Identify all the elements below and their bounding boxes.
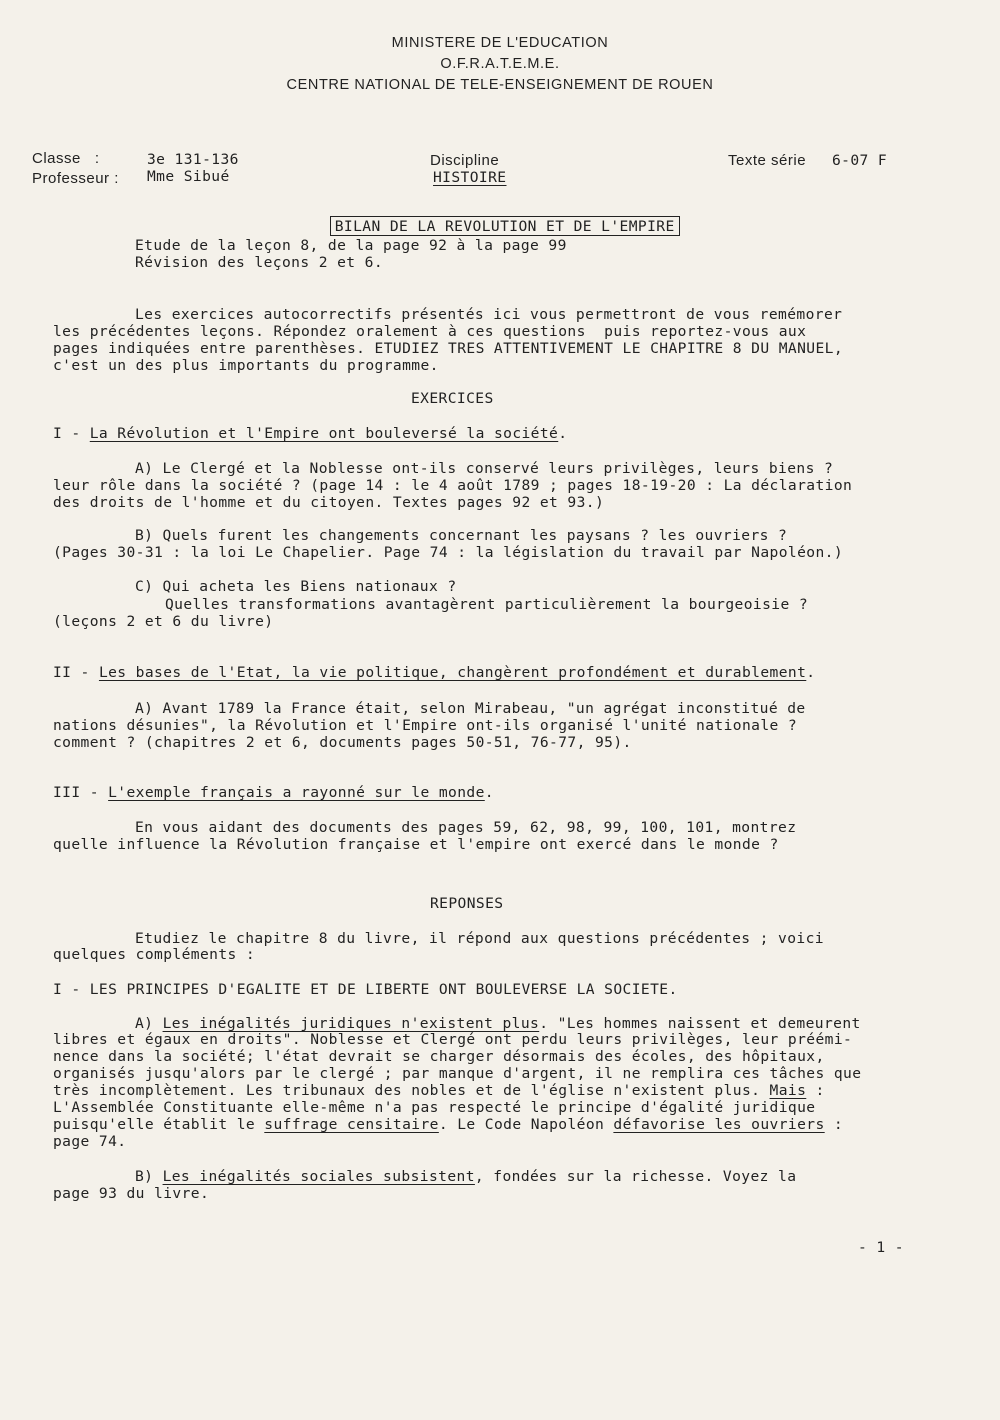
answer-1a-text-7a: puisqu'elle établit le [53,1116,265,1133]
section-2-title: Les bases de l'Etat, la vie politique, changèrent profondément et durablement [98,664,807,681]
question-3-line-2: quelle influence la Révolution française et l'empire ont exercé dans le monde ? [53,836,779,853]
discipline-label: Discipline [430,152,500,169]
section-1-end: . [558,425,568,442]
answer-1b-line-1 [135,1168,796,1185]
center-line: CENTRE NATIONAL DE TELE-ENSEIGNEMENT DE ROUEN [286,77,714,93]
instructions-line-4: c'est un des plus importants du programme. [53,357,439,374]
answer-1b-key-phrase: Les inégalités sociales subsistent [162,1168,475,1185]
answer-1a-line-7 [53,1116,843,1133]
question-1a-line-2: leur rôle dans la société ? (page 14 : le 4 août 1789 ; pages 18-19-20 : La déclaration [53,477,853,494]
question-1b-line-1: B) Quels furent les changements concernant les paysans ? les ouvriers ? [135,527,788,544]
section-3-heading [53,784,494,801]
section-3-number: III - [53,784,109,801]
question-1c-line-2: Quelles transformations avantagèrent particulièrement la bourgeoisie ? [165,596,809,613]
section-2-number: II - [53,664,99,681]
texte-serie-value: 6-07 F [832,152,888,169]
reponses-section-1-heading: I - LES PRINCIPES D'EGALITE ET DE LIBERTE ONT BOULEVERSE LA SOCIETE. [53,981,678,998]
professeur-value: Mme Sibué [147,168,230,185]
reponses-intro-line-1: Etudiez le chapitre 8 du livre, il répond aux questions précédentes ; voici [135,930,824,947]
question-1a-line-3: des droits de l'homme et du citoyen. Textes pages 92 et 93.) [53,494,605,511]
instructions-line-3: pages indiquées entre parenthèses. ETUDIEZ TRES ATTENTIVEMENT LE CHAPITRE 8 DU MANUEL, [53,340,844,357]
answer-1a-ouvriers: défavorise les ouvriers [613,1116,825,1133]
answer-1b-prefix: B) [135,1168,163,1185]
question-1b-line-2: (Pages 30-31 : la loi Le Chapelier. Page 74 : la législation du travail par Napoléon.) [53,544,844,561]
texte-serie-label: Texte série [728,152,807,169]
answer-1b-text: , fondées sur la richesse. Voyez la [474,1168,797,1185]
discipline-value: HISTOIRE [433,169,507,186]
instructions-line-2: les précédentes leçons. Répondez oralement à ces questions puis reportez-vous aux [53,323,807,340]
answer-1a-text-5: très incomplètement. Les tribunaux des nobles et de l'église n'existent plus. [53,1082,770,1099]
classe-value: 3e 131-136 [147,151,239,168]
question-2a-line-1: A) Avant 1789 la France était, selon Mirabeau, "un agrégat inconstitué de [135,700,806,717]
question-1c-line-1: C) Qui acheta les Biens nationaux ? [135,578,457,595]
professeur-label: Professeur : [32,170,119,187]
section-1-title: La Révolution et l'Empire ont bouleversé la société [89,425,559,442]
question-2a-line-3: comment ? (chapitres 2 et 6, documents pages 50-51, 76-77, 95). [53,734,632,751]
title-box: BILAN DE LA REVOLUTION ET DE L'EMPIRE [330,216,680,236]
answer-1a-colon: : [806,1082,825,1099]
answer-1a-line-6: L'Assemblée Constituante elle-même n'a pas respecté le principe d'égalité juridique [53,1099,816,1116]
answer-1a-suffrage: suffrage censitaire [264,1116,439,1133]
section-3-end: . [484,784,494,801]
classe-label: Classe : [32,150,100,167]
reponses-intro-line-2: quelques compléments : [53,946,256,963]
intro-line-1: Etude de la leçon 8, de la page 92 à la page 99 [135,237,567,254]
answer-1a-mais: Mais [769,1082,807,1099]
page-number: - 1 - [858,1239,904,1256]
answer-1a-line-5 [53,1082,825,1099]
question-3-line-1: En vous aidant des documents des pages 59, 62, 98, 99, 100, 101, montrez [135,819,797,836]
answer-1a-line-1 [135,1015,861,1032]
instructions-line-1: Les exercices autocorrectifs présentés ici vous permettront de vous remémorer [135,306,843,323]
answer-1a-text: . "Les hommes naissent et demeurent [539,1015,861,1032]
organization-line: O.F.R.A.T.E.M.E. [440,56,560,72]
section-1-heading [53,425,567,442]
reponses-heading: REPONSES [430,895,504,912]
section-2-heading [53,664,815,681]
answer-1b-line-2: page 93 du livre. [53,1185,210,1202]
answer-1a-key-phrase: Les inégalités juridiques n'existent plus [162,1015,540,1032]
answer-1a-line-2: libres et égaux en droits". Noblesse et Clergé ont perdu leurs privilèges, leur préémi- [53,1031,853,1048]
section-2-end: . [806,664,816,681]
answer-1a-line-4: organisés jusqu'alors par le clergé ; par manque d'argent, il ne remplira ces tâches que [53,1065,862,1082]
section-3-title: L'exemple français a rayonné sur le monde [108,784,485,801]
ministry-line: MINISTERE DE L'EDUCATION [391,35,609,51]
question-1c-line-3: (leçons 2 et 6 du livre) [53,613,274,630]
intro-line-2: Révision des leçons 2 et 6. [135,254,384,271]
question-1a-line-1: A) Le Clergé et la Noblesse ont-ils conservé leurs privilèges, leurs biens ? [135,460,834,477]
answer-1a-line-8: page 74. [53,1133,127,1150]
section-1-number: I - [53,425,90,442]
answer-1a-text-7b: . Le Code Napoléon [438,1116,614,1133]
answer-1a-prefix: A) [135,1015,163,1032]
exercices-heading: EXERCICES [411,390,494,407]
question-2a-line-2: nations désunies", la Révolution et l'Empire ont-ils organisé l'unité nationale ? [53,717,798,734]
answer-1a-line-3: nence dans la société; l'état devrait se charger désormais des écoles, des hôpitaux, [53,1048,825,1065]
answer-1a-text-7c: : [824,1116,844,1133]
